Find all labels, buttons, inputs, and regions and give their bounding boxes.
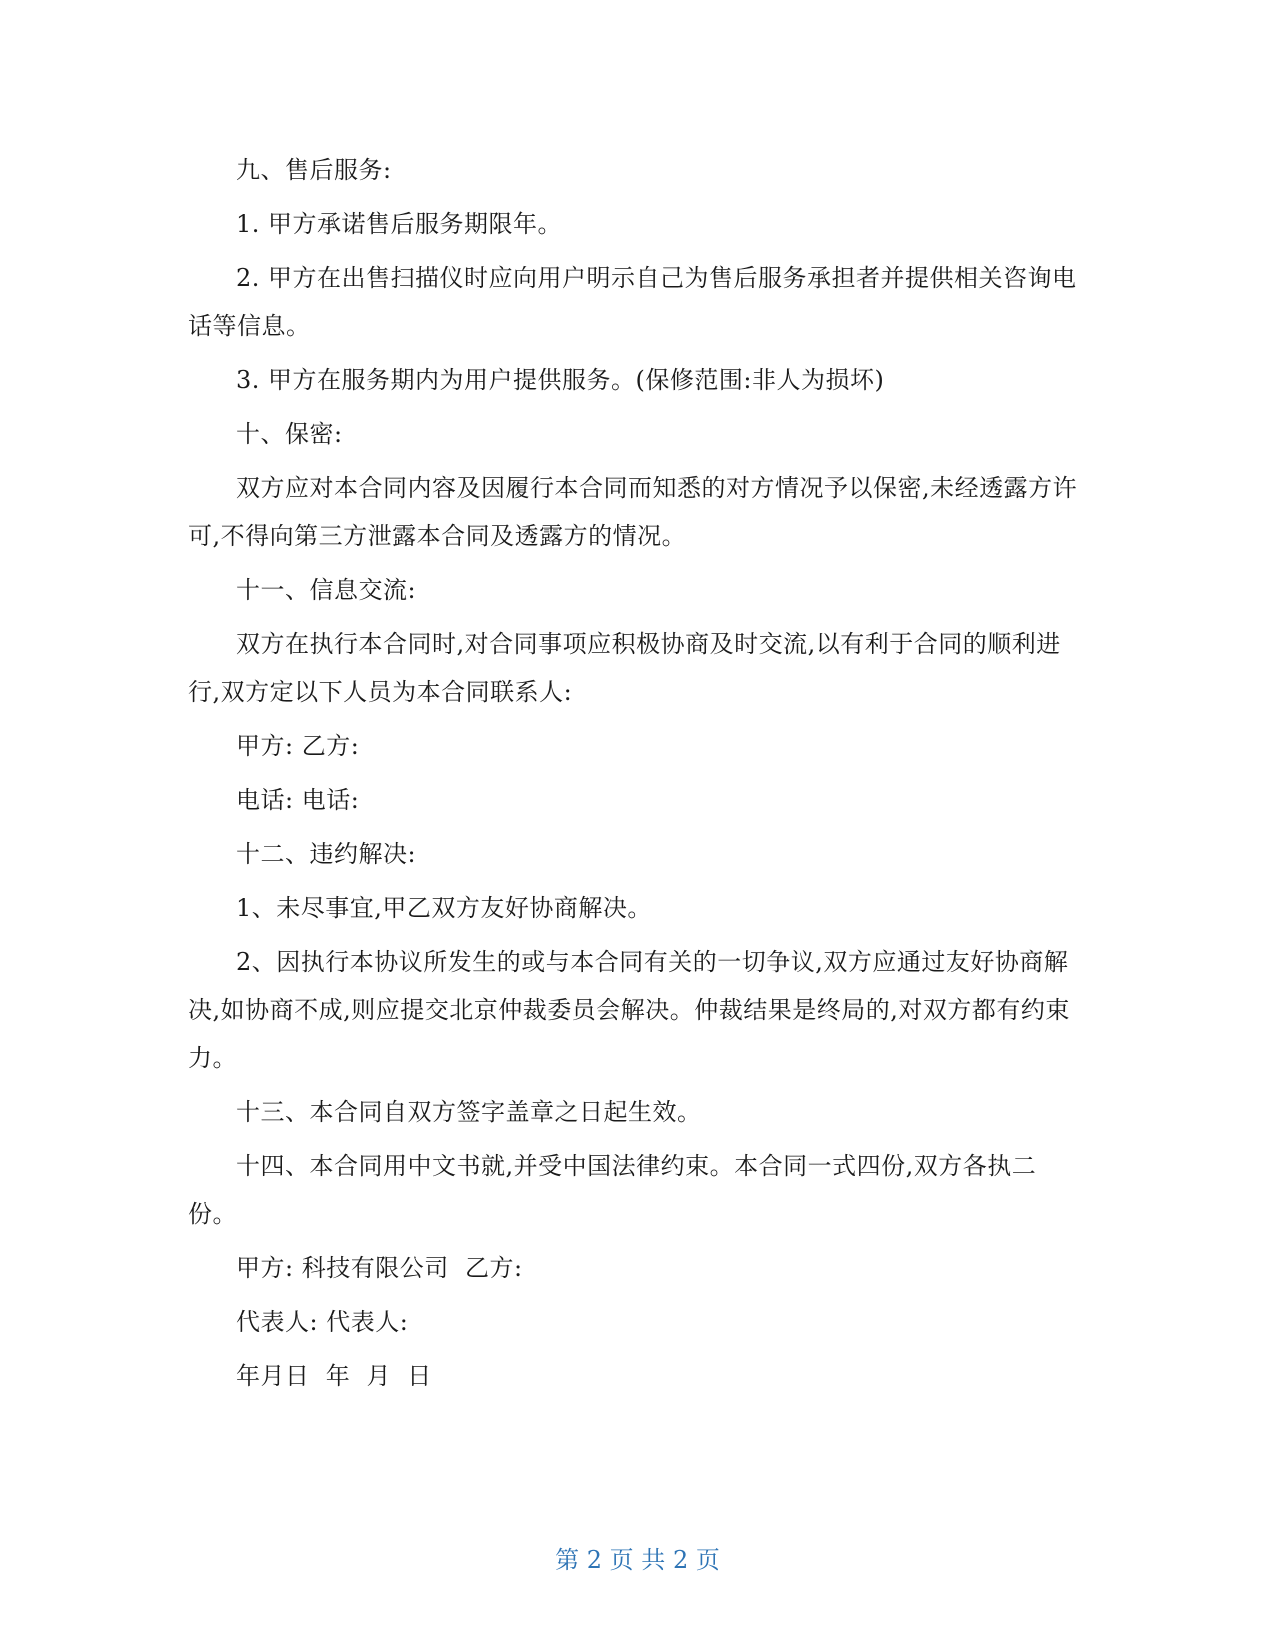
document-body <box>188 146 1078 1406</box>
signature-date-line: 年月日 年 月 日 <box>236 1362 432 1390</box>
section-heading-after-sales: 九、售后服务: <box>236 156 392 184</box>
page-number-footer: 第 2 页 共 2 页 <box>555 1546 720 1574</box>
contact-parties-line: 甲方: 乙方: <box>236 732 360 760</box>
clause-confidentiality: 双方应对本合同内容及因履行本合同而知悉的对方情况予以保密,未经透露方许可,不得向第三方泄露本合同及透露方的情况。 <box>188 474 1078 550</box>
clause-dispute-2: 2、因执行本协议所发生的或与本合同有关的一切争议,双方应通过友好协商解决,如协商不成,则应提交北京仲裁委员会解决。仲裁结果是终局的,对双方都有约束力。 <box>188 948 1070 1072</box>
clause-after-sales-3: 3. 甲方在服务期内为用户提供服务。(保修范围:非人为损坏) <box>236 366 885 394</box>
section-effective: 十三、本合同自双方签字盖章之日起生效。 <box>236 1098 702 1126</box>
section-language-copies: 十四、本合同用中文书就,并受中国法律约束。本合同一式四份,双方各执二份。 <box>188 1152 1037 1228</box>
clause-dispute-1: 1、未尽事宜,甲乙双方友好协商解决。 <box>236 894 652 922</box>
section-heading-confidentiality: 十、保密: <box>236 420 343 448</box>
section-heading-dispute: 十二、违约解决: <box>236 840 417 868</box>
signature-representatives-line: 代表人: 代表人: <box>236 1308 409 1336</box>
contact-phone-line: 电话: 电话: <box>236 786 360 814</box>
signature-parties-line: 甲方: 科技有限公司 乙方: <box>236 1254 523 1282</box>
clause-after-sales-2: 2. 甲方在出售扫描仪时应向用户明示自己为售后服务承担者并提供相关咨询电话等信息。 <box>188 264 1077 340</box>
section-heading-communication: 十一、信息交流: <box>236 576 417 604</box>
clause-after-sales-1: 1. 甲方承诺售后服务期限年。 <box>236 210 563 238</box>
clause-communication: 双方在执行本合同时,对合同事项应积极协商及时交流,以有利于合同的顺利进行,双方定以下人员为本合同联系人: <box>188 630 1061 706</box>
